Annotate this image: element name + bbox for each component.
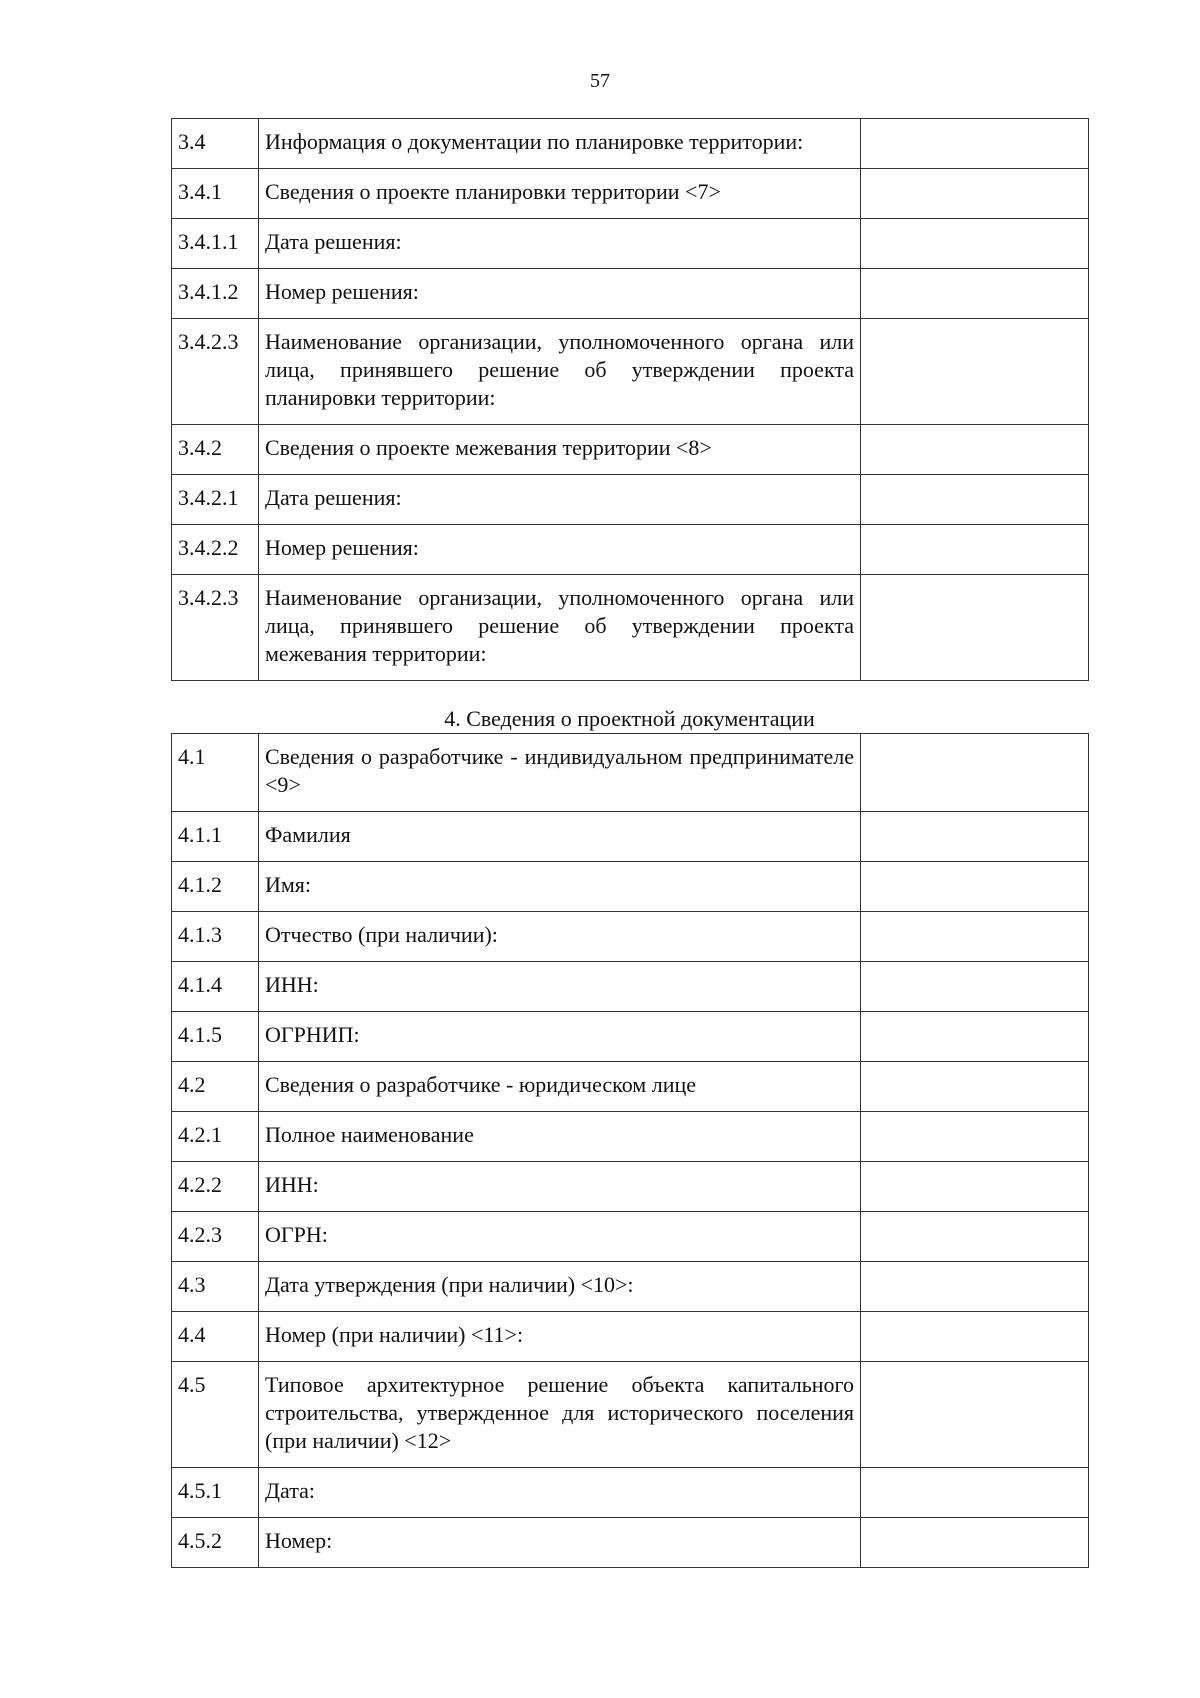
row-label: Сведения о разработчике - индивидуальном предпринимателе <9> xyxy=(259,734,861,812)
row-number: 4.1.2 xyxy=(172,862,259,912)
row-label: Дата: xyxy=(259,1468,861,1518)
row-value-cell[interactable] xyxy=(861,475,1089,525)
row-label: Номер решения: xyxy=(259,269,861,319)
row-number: 3.4.2.1 xyxy=(172,475,259,525)
table-row xyxy=(172,1012,1089,1062)
row-label: Фамилия xyxy=(259,812,861,862)
row-number: 4.1.1 xyxy=(172,812,259,862)
row-label: Номер (при наличии) <11>: xyxy=(259,1312,861,1362)
row-number: 4.2.3 xyxy=(172,1212,259,1262)
row-number: 3.4.2.3 xyxy=(172,319,259,425)
table-row xyxy=(172,425,1089,475)
row-number: 4.3 xyxy=(172,1262,259,1312)
row-value-cell[interactable] xyxy=(861,1262,1089,1312)
row-label: Отчество (при наличии): xyxy=(259,912,861,962)
table-row xyxy=(172,269,1089,319)
row-number: 3.4.1.1 xyxy=(172,219,259,269)
row-number: 4.1.3 xyxy=(172,912,259,962)
row-value-cell[interactable] xyxy=(861,1062,1089,1112)
row-value-cell[interactable] xyxy=(861,169,1089,219)
row-value-cell[interactable] xyxy=(861,962,1089,1012)
row-label: Типовое архитектурное решение объекта капитального строительства, утвержденное для исторического поселения (при наличии) <12> xyxy=(259,1362,861,1468)
section-title: 4. Сведения о проектной документации xyxy=(444,706,815,731)
table-row xyxy=(172,1062,1089,1112)
table-row xyxy=(172,575,1089,681)
row-value-cell[interactable] xyxy=(861,1112,1089,1162)
row-number: 4.5.2 xyxy=(172,1518,259,1568)
row-number: 4.1.5 xyxy=(172,1012,259,1062)
row-number: 4.4 xyxy=(172,1312,259,1362)
row-label: ИНН: xyxy=(259,1162,861,1212)
row-value-cell[interactable] xyxy=(861,525,1089,575)
row-number: 4.2.2 xyxy=(172,1162,259,1212)
table-row xyxy=(172,734,1089,812)
table-row xyxy=(172,1518,1089,1568)
table-row xyxy=(172,1362,1089,1468)
planning-documentation-table xyxy=(171,118,1089,681)
row-number: 4.1.4 xyxy=(172,962,259,1012)
row-number: 3.4.2.2 xyxy=(172,525,259,575)
row-label: Дата утверждения (при наличии) <10>: xyxy=(259,1262,861,1312)
table-row xyxy=(172,1162,1089,1212)
row-label: Сведения о проекте планировки территории <7> xyxy=(259,169,861,219)
project-documentation-table xyxy=(171,733,1089,1568)
row-label: Наименование организации, уполномоченного органа или лица, принявшего решение об утверждении проекта межевания территории: xyxy=(259,575,861,681)
row-label: Информация о документации по планировке территории: xyxy=(259,119,861,169)
row-number: 4.5 xyxy=(172,1362,259,1468)
row-label: Имя: xyxy=(259,862,861,912)
row-value-cell[interactable] xyxy=(861,1312,1089,1362)
row-label: Дата решения: xyxy=(259,219,861,269)
table-row xyxy=(172,1262,1089,1312)
row-label: Полное наименование xyxy=(259,1112,861,1162)
row-label: Сведения о разработчике - юридическом лице xyxy=(259,1062,861,1112)
row-value-cell[interactable] xyxy=(861,862,1089,912)
row-label: Дата решения: xyxy=(259,475,861,525)
row-label: Наименование организации, уполномоченного органа или лица, принявшего решение об утверждении проекта планировки территории: xyxy=(259,319,861,425)
row-label: Номер решения: xyxy=(259,525,861,575)
row-value-cell[interactable] xyxy=(861,269,1089,319)
row-number: 4.2.1 xyxy=(172,1112,259,1162)
row-number: 3.4.2.3 xyxy=(172,575,259,681)
row-number: 3.4.1 xyxy=(172,169,259,219)
row-value-cell[interactable] xyxy=(861,219,1089,269)
table-row xyxy=(172,962,1089,1012)
table-row xyxy=(172,1212,1089,1262)
row-value-cell[interactable] xyxy=(861,425,1089,475)
row-value-cell[interactable] xyxy=(861,812,1089,862)
row-value-cell[interactable] xyxy=(861,1012,1089,1062)
row-label: Номер: xyxy=(259,1518,861,1568)
row-value-cell[interactable] xyxy=(861,1212,1089,1262)
table-row xyxy=(172,525,1089,575)
row-number: 3.4.2 xyxy=(172,425,259,475)
table-row xyxy=(172,1112,1089,1162)
table-row xyxy=(172,119,1089,169)
row-value-cell[interactable] xyxy=(861,1162,1089,1212)
page-number: 57 xyxy=(590,70,610,92)
table-row xyxy=(172,1468,1089,1518)
row-value-cell[interactable] xyxy=(861,319,1089,425)
row-number: 3.4 xyxy=(172,119,259,169)
row-value-cell[interactable] xyxy=(861,119,1089,169)
row-number: 4.5.1 xyxy=(172,1468,259,1518)
row-label: ОГРН: xyxy=(259,1212,861,1262)
row-value-cell[interactable] xyxy=(861,912,1089,962)
table-row xyxy=(172,219,1089,269)
table-row xyxy=(172,319,1089,425)
table-row xyxy=(172,912,1089,962)
row-value-cell[interactable] xyxy=(861,1468,1089,1518)
table-row xyxy=(172,1312,1089,1362)
row-label: Сведения о проекте межевания территории <8> xyxy=(259,425,861,475)
row-value-cell[interactable] xyxy=(861,734,1089,812)
row-number: 4.2 xyxy=(172,1062,259,1112)
table-row xyxy=(172,169,1089,219)
row-value-cell[interactable] xyxy=(861,575,1089,681)
row-label: ИНН: xyxy=(259,962,861,1012)
table-row xyxy=(172,475,1089,525)
table-row xyxy=(172,812,1089,862)
row-value-cell[interactable] xyxy=(861,1518,1089,1568)
row-number: 3.4.1.2 xyxy=(172,269,259,319)
row-label: ОГРНИП: xyxy=(259,1012,861,1062)
row-number: 4.1 xyxy=(172,734,259,812)
table-row xyxy=(172,862,1089,912)
row-value-cell[interactable] xyxy=(861,1362,1089,1468)
